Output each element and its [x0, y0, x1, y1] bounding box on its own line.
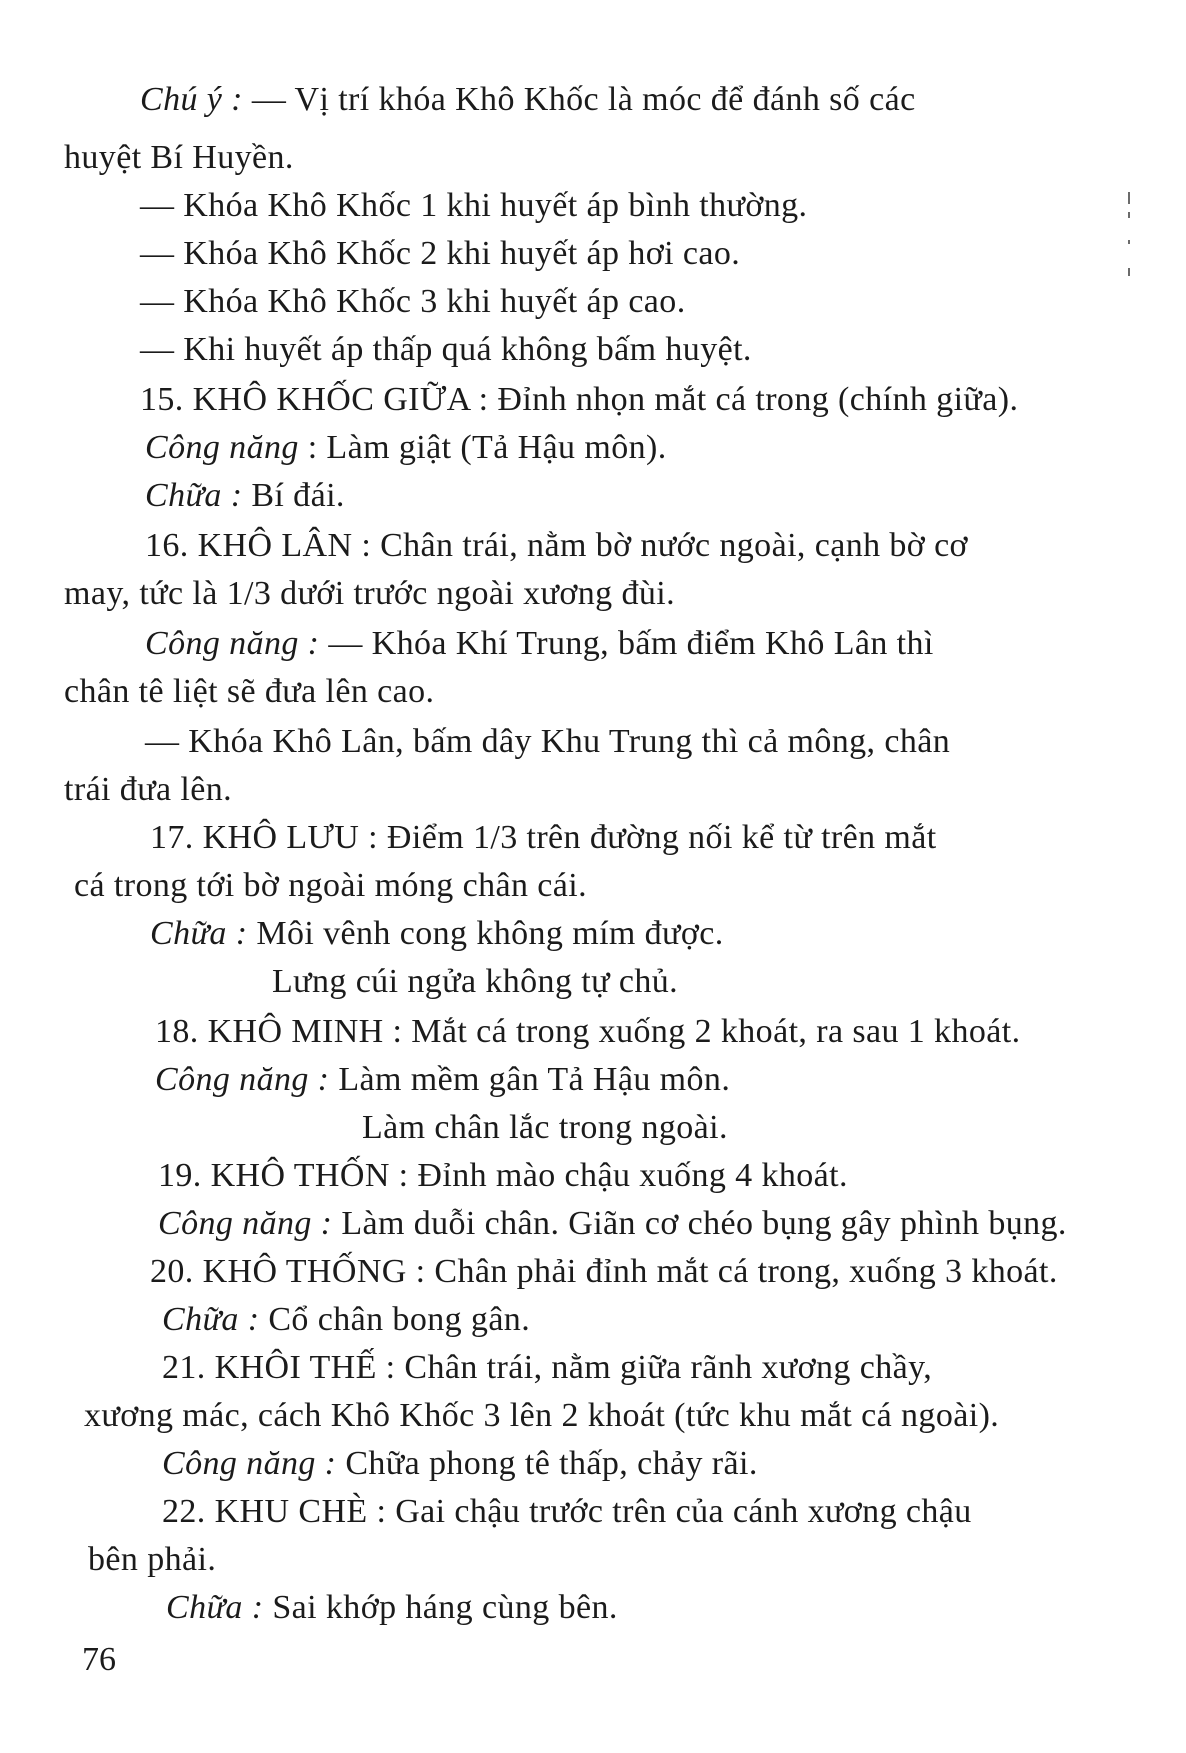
line-text: xương mác, cách Khô Khốc 3 lên 2 khoát (tức khu mắt cá ngoài). — [84, 1397, 1000, 1434]
line-text: 19. KHÔ THỐN : Đỉnh mào chậu xuống 4 khoát. — [158, 1157, 848, 1194]
line-text: huyệt Bí Huyền. — [64, 139, 294, 176]
italic-label: Công năng : — [158, 1205, 333, 1242]
text-line — [64, 574, 675, 614]
line-text: Làm mềm gân Tả Hậu môn. — [338, 1061, 731, 1098]
italic-label: Chú ý : — [140, 81, 243, 118]
text-line — [158, 1204, 1067, 1244]
line-text: Bí đái. — [251, 477, 345, 514]
text-line — [166, 1588, 618, 1628]
text-line — [145, 722, 950, 762]
line-text: trái đưa lên. — [64, 771, 233, 808]
text-line — [145, 624, 934, 664]
text-line — [162, 1444, 758, 1484]
italic-label: Chữa : — [150, 915, 248, 952]
italic-label: Công năng : — [145, 625, 320, 662]
text-line — [155, 1060, 730, 1100]
text-line — [362, 1108, 728, 1148]
line-text: Môi vênh cong không mím được. — [256, 915, 724, 952]
line-text: Chữa phong tê thấp, chảy rãi. — [345, 1445, 758, 1482]
entry-heading — [162, 1348, 932, 1388]
text-line — [64, 672, 434, 712]
line-text: 17. KHÔ LƯU : Điểm 1/3 trên đường nối kể từ trên mắt — [150, 819, 937, 856]
entry-heading — [140, 380, 1018, 420]
text-line — [162, 1300, 530, 1340]
italic-label: Công năng : — [155, 1061, 330, 1098]
text-line — [74, 866, 587, 906]
line-text: Làm duỗi chân. Giãn cơ chéo bụng gây phình bụng. — [341, 1205, 1067, 1242]
line-text: — Khi huyết áp thấp quá không bấm huyệt. — [140, 331, 752, 368]
text-line — [140, 282, 686, 322]
line-text: 18. KHÔ MINH : Mắt cá trong xuống 2 khoát, ra sau 1 khoát. — [155, 1013, 1021, 1050]
margin-scan-mark — [1128, 212, 1130, 218]
italic-label: Chữa : — [145, 477, 243, 514]
line-text: cá trong tới bờ ngoài móng chân cái. — [74, 867, 587, 904]
line-text: Sai khớp háng cùng bên. — [272, 1589, 618, 1626]
line-text: bên phải. — [88, 1541, 217, 1578]
italic-label: Chữa : — [166, 1589, 264, 1626]
line-text: may, tức là 1/3 dưới trước ngoài xương đùi. — [64, 575, 675, 612]
text-line — [140, 186, 807, 226]
text-line — [64, 138, 294, 178]
margin-scan-mark — [1128, 268, 1130, 276]
entry-heading — [150, 1252, 1058, 1292]
line-text: 15. KHÔ KHỐC GIỮA : Đỉnh nhọn mắt cá trong (chính giữa). — [140, 381, 1019, 418]
margin-scan-mark — [1128, 192, 1130, 204]
entry-heading — [162, 1492, 972, 1532]
line-text: 20. KHÔ THỐNG : Chân phải đỉnh mắt cá trong, xuống 3 khoát. — [150, 1253, 1058, 1290]
line-text: — Vị trí khóa Khô Khốc là móc để đánh số các — [251, 81, 916, 118]
text-line — [272, 962, 678, 1002]
italic-label: Công năng — [145, 429, 299, 466]
line-text: — Khóa Khô Khốc 2 khi huyết áp hơi cao. — [140, 235, 741, 272]
entry-heading — [158, 1156, 848, 1196]
line-text: — Khóa Khô Khốc 1 khi huyết áp bình thường. — [140, 187, 808, 224]
line-text: Lưng cúi ngửa không tự chủ. — [272, 963, 679, 1000]
page-number: 76 — [82, 1641, 116, 1678]
text-line — [84, 1396, 999, 1436]
text-line — [145, 428, 667, 468]
line-text: Làm chân lắc trong ngoài. — [362, 1109, 728, 1146]
text-line — [145, 476, 345, 516]
line-text: — Khóa Khô Khốc 3 khi huyết áp cao. — [140, 283, 686, 320]
margin-scan-mark — [1128, 240, 1130, 244]
text-line — [88, 1540, 216, 1580]
entry-heading — [150, 818, 937, 858]
italic-label: Chữa : — [162, 1301, 260, 1338]
italic-label: Công năng : — [162, 1445, 337, 1482]
line-text: Cổ chân bong gân. — [268, 1301, 531, 1338]
line-text: 21. KHÔI THẾ : Chân trái, nằm giữa rãnh xương chầy, — [162, 1349, 933, 1386]
line-text: chân tê liệt sẽ đưa lên cao. — [64, 673, 435, 710]
text-line — [140, 330, 752, 370]
text-line — [140, 234, 740, 274]
line-text: 16. KHÔ LÂN : Chân trái, nằm bờ nước ngoài, cạnh bờ cơ — [145, 527, 968, 564]
line-text: 22. KHU CHÈ : Gai chậu trước trên của cánh xương chậu — [162, 1493, 972, 1530]
line-text: — Khóa Khí Trung, bấm điểm Khô Lân thì — [328, 625, 934, 662]
line-text: — Khóa Khô Lân, bấm dây Khu Trung thì cả mông, chân — [145, 723, 951, 760]
line-text: : Làm giật (Tả Hậu môn). — [307, 429, 667, 466]
entry-heading — [155, 1012, 1021, 1052]
text-line — [64, 770, 232, 810]
entry-heading — [145, 526, 968, 566]
text-line — [140, 80, 916, 120]
text-line — [150, 914, 724, 954]
